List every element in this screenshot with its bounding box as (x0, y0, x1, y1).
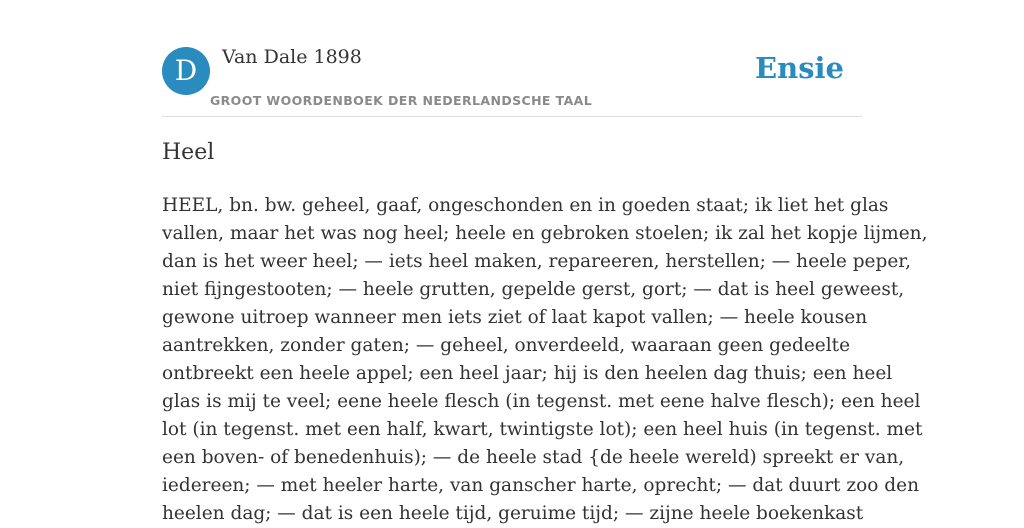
definition-line: niet fijngestooten; — heele grutten, gepelde gerst, gort; — dat is heel geweest, (162, 279, 905, 300)
definition-line: HEEL, bn. bw. geheel, gaaf, ongeschonden en in goeden staat; ik liet het glas (162, 195, 889, 216)
entry-headword: Heel (162, 140, 215, 165)
definition-line: glas is mij te veel; eene heele flesch (in tegenst. met eene halve flesch); een heel (162, 391, 921, 412)
definition-line: lot (in tegenst. met een half, kwart, twintigste lot); een heel huis (in tegenst. met (162, 419, 923, 440)
definition-line: gewone uitroep wanneer men iets ziet of laat kapot vallen; — heele kousen (162, 307, 868, 328)
dictionary-avatar[interactable]: D (162, 47, 210, 95)
definition-line: ontbreekt een heele appel; een heel jaar; hij is den heelen dag thuis; een heel (162, 363, 893, 384)
definition-line: vallen, maar het was nog heel; heele en gebroken stoelen; ik zal het kopje lijmen, (162, 223, 928, 244)
definition-line: heelen dag; — dat is een heele tijd, geruime tijd; — zijne heele boekenkast (162, 503, 864, 524)
entry-definition (162, 192, 928, 528)
brand-logo-link[interactable]: Ensie (755, 51, 844, 85)
dictionary-title[interactable]: Van Dale 1898 (222, 46, 362, 68)
definition-line: iedereen; — met heeler harte, van ganscher harte, oprecht; — dat duurt zoo den (162, 475, 919, 496)
definition-line: aantrekken, zonder gaten; — geheel, onverdeeld, waaraan geen gedeelte (162, 335, 851, 356)
definition-line: een boven- of benedenhuis); — de heele stad {de heele wereld) spreekt er van, (162, 447, 905, 468)
dictionary-subtitle: GROOT WOORDENBOEK DER NEDERLANDSCHE TAAL (210, 93, 593, 108)
dictionary-header (162, 0, 862, 117)
definition-line: dan is het weer heel; — iets heel maken, repareeren, herstellen; — heele peper, (162, 251, 911, 272)
